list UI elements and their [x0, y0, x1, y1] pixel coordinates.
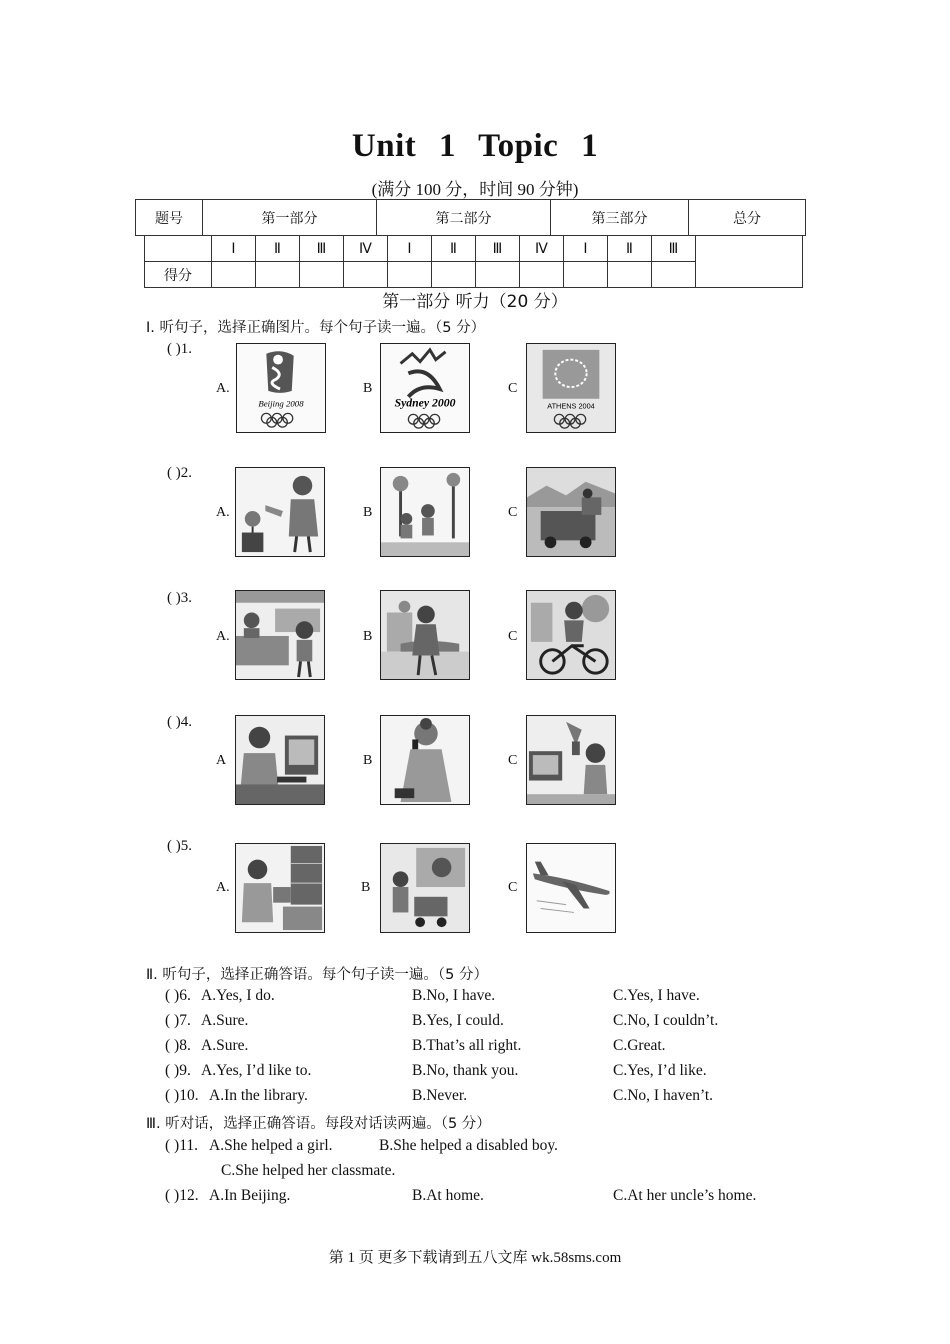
score-table: [135, 199, 806, 236]
question-number: ( )10.: [165, 1087, 199, 1104]
option-label: A.: [216, 381, 230, 396]
option-label: C: [508, 880, 518, 895]
picture-girl-riding-bike[interactable]: [526, 590, 616, 680]
score-cell: [652, 262, 696, 288]
option-a: A.She helped a girl.: [209, 1137, 333, 1154]
page-title: Unit 1 Topic 1: [351, 128, 599, 164]
emblem-text: Sydney 2000: [394, 396, 456, 410]
sub-label-cell: Ⅲ: [652, 236, 696, 262]
section2-heading: Ⅱ. 听句子，选择正确答语。每个句子读一遍。（5 分）: [146, 967, 488, 983]
picture-boy-watching-tv[interactable]: [526, 715, 616, 805]
option-label: A.: [216, 505, 230, 520]
score-cell: [300, 262, 344, 288]
question-number: ( )4.: [167, 714, 192, 730]
header-cell-part3: 第三部分: [551, 200, 689, 236]
question-number: ( )1.: [167, 341, 192, 357]
option-b: B.That’s all right.: [412, 1037, 522, 1054]
option-c: C.Great.: [613, 1037, 666, 1054]
part1-title: 第一部分 听力（20 分）: [382, 292, 568, 312]
option-a: A.Yes, I do.: [201, 987, 275, 1004]
sub-label-cell: Ⅲ: [300, 236, 344, 262]
header-cell-total: 总分: [689, 200, 806, 236]
option-label: C: [508, 381, 518, 396]
option-label: B: [363, 629, 373, 644]
score-row-label: 得分: [145, 262, 212, 288]
score-cell: [608, 262, 652, 288]
option-label: B: [363, 381, 373, 396]
option-b: B.She helped a disabled boy.: [379, 1137, 558, 1154]
picture-athens-2004-emblem[interactable]: [526, 343, 616, 433]
option-label: C: [508, 753, 518, 768]
option-b: B.No, I have.: [412, 987, 496, 1004]
score-cell: [212, 262, 256, 288]
sub-label-cell: Ⅲ: [476, 236, 520, 262]
sub-label-cell: Ⅳ: [344, 236, 388, 262]
question-number: ( )9.: [165, 1062, 191, 1079]
sub-label-cell: Ⅰ: [388, 236, 432, 262]
total-score-cell: [696, 236, 803, 288]
option-label: C: [508, 629, 518, 644]
option-b: B.At home.: [412, 1187, 484, 1204]
picture-airplane[interactable]: [526, 843, 616, 933]
option-label: A.: [216, 629, 230, 644]
question-number: ( )11.: [165, 1137, 198, 1154]
score-cell: [432, 262, 476, 288]
sub-label-cell: Ⅳ: [520, 236, 564, 262]
picture-children-planting-trees[interactable]: [380, 467, 470, 557]
option-c: C.No, I haven’t.: [613, 1087, 714, 1104]
option-c: C.No, I couldn’t.: [613, 1012, 719, 1029]
question-number: ( )6.: [165, 987, 191, 1004]
option-a: A.Sure.: [201, 1037, 249, 1054]
question-number: ( )5.: [167, 838, 192, 854]
emblem-text: ATHENS 2004: [547, 401, 595, 411]
score-cell: [344, 262, 388, 288]
picture-man-using-computer[interactable]: [235, 715, 325, 805]
question-number: ( )8.: [165, 1037, 191, 1054]
sub-label-cell: Ⅰ: [564, 236, 608, 262]
option-b: B.Yes, I could.: [412, 1012, 504, 1029]
option-a: A.Sure.: [201, 1012, 249, 1029]
option-label: B: [363, 505, 373, 520]
page-footer: 第 1 页 更多下载请到五八文库 wk.58sms.com: [328, 1250, 622, 1266]
score-cell: [564, 262, 608, 288]
option-a: A.Yes, I’d like to.: [201, 1062, 312, 1079]
sub-label-cell: Ⅱ: [608, 236, 652, 262]
score-cell: [520, 262, 564, 288]
option-c: C.She helped her classmate.: [221, 1162, 396, 1179]
score-cell: [476, 262, 520, 288]
score-cell: [388, 262, 432, 288]
header-cell-part2: 第二部分: [377, 200, 551, 236]
option-c: C.At her uncle’s home.: [613, 1187, 757, 1204]
picture-shop-counter[interactable]: [235, 590, 325, 680]
header-cell-number: 题号: [136, 200, 203, 236]
option-b: B.No, thank you.: [412, 1062, 519, 1079]
question-number: ( )2.: [167, 465, 192, 481]
picture-beijing-2008-emblem[interactable]: [236, 343, 326, 433]
sub-label-cell: Ⅱ: [256, 236, 300, 262]
option-c: C.Yes, I’d like.: [613, 1062, 707, 1079]
option-a: A.In Beijing.: [209, 1187, 291, 1204]
option-c: C.Yes, I have.: [613, 987, 700, 1004]
picture-girl-watering-flowers[interactable]: [235, 467, 325, 557]
page-subtitle: (满分 100 分，时间 90 分钟): [371, 180, 579, 199]
picture-children-with-cart[interactable]: [380, 843, 470, 933]
option-b: B.Never.: [412, 1087, 468, 1104]
question-number: ( )7.: [165, 1012, 191, 1029]
option-label: A: [216, 753, 227, 768]
picture-man-holding-picture[interactable]: [235, 843, 325, 933]
option-label: A.: [216, 880, 230, 895]
picture-woman-on-phone[interactable]: [380, 715, 470, 805]
blank-cell: [145, 236, 212, 262]
picture-sydney-2000-emblem[interactable]: [380, 343, 470, 433]
picture-harvester-in-field[interactable]: [526, 467, 616, 557]
option-label: B: [363, 753, 373, 768]
header-cell-part1: 第一部分: [203, 200, 377, 236]
picture-girl-walking[interactable]: [380, 590, 470, 680]
option-a: A.In the library.: [209, 1087, 308, 1104]
question-number: ( )3.: [167, 590, 192, 606]
score-cell: [256, 262, 300, 288]
emblem-text: Beijing 2008: [258, 398, 304, 409]
option-label: B: [361, 880, 371, 895]
sub-label-cell: Ⅱ: [432, 236, 476, 262]
section1-heading: Ⅰ. 听句子，选择正确图片。每个句子读一遍。（5 分）: [146, 320, 486, 336]
score-subtable: [144, 235, 803, 288]
question-number: ( )12.: [165, 1187, 199, 1204]
section3-heading: Ⅲ. 听对话，选择正确答语。每段对话读两遍。（5 分）: [146, 1116, 491, 1132]
sub-label-cell: Ⅰ: [212, 236, 256, 262]
option-label: C: [508, 505, 518, 520]
